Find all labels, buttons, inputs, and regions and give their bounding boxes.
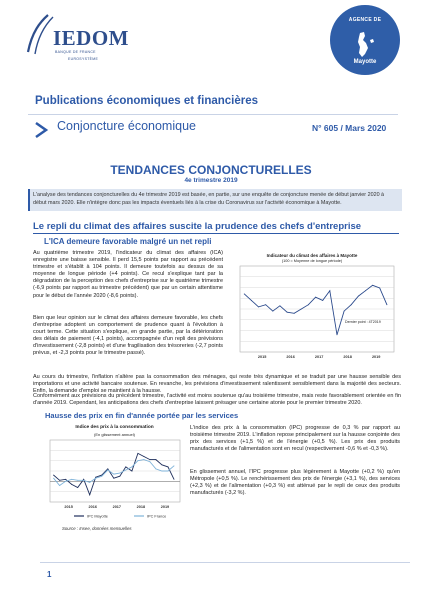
data-point	[155, 468, 156, 469]
data-point	[77, 480, 78, 481]
section-1-rule	[33, 233, 399, 234]
data-point	[258, 306, 259, 307]
chart-2-title: Indice des prix à la consommation	[75, 425, 154, 430]
data-point	[379, 288, 380, 289]
main-title: TENDANCES CONJONCTURELLES	[110, 163, 312, 177]
agency-label: AGENCE DE	[348, 17, 382, 23]
data-point	[287, 312, 288, 313]
data-point	[161, 471, 162, 472]
data-point	[53, 478, 54, 479]
series-line-0	[244, 285, 387, 335]
section-1-paragraph-4: Conformément aux prévisions du précédent trimestre, l'activité est moins soutenue qu'au troisième trimestre, mais reste favorablement orientée en fin d'année 2019. Cependant, les anticipations des chefs d'entreprise laissent présager une certaine atonie pour le premier trimestre 2020.	[33, 393, 401, 407]
data-point	[65, 481, 66, 482]
x-tick-label: 2018	[343, 355, 352, 359]
section-1-paragraph-3: Au cours du trimestre, l'inflation n'altère pas la consommation des ménages, qui reste très dynamique et se traduit par une hausse sensible des importations et une activité bancaire soutenue. En revanche, les prévisions d'investissement ralentissent sensiblement dans la majorité des secteurs. Enfin, la demande d'emploi se maintient à la hausse.	[33, 374, 401, 395]
data-point	[113, 478, 114, 479]
ipc-line-chart	[44, 438, 184, 524]
section-2-paragraph-2: En glissement annuel, l'IPC progresse plus légèrement à Mayotte (+0,2 %) qu'en Métropole (+0,5 %). Le renchérissement des prix de l'énergie (+3,1 %), des services (+2,3 %) et de l'alimentation (+0,3 %) est atténué par le repli de ceux des produits manufacturés (-3,2 %).	[190, 469, 400, 497]
data-point	[89, 494, 90, 495]
data-point	[244, 294, 245, 295]
data-point	[168, 471, 169, 472]
data-point	[161, 464, 162, 465]
page-number: 1	[47, 570, 52, 579]
section-1-title: Le repli du climat des affaires suscite la prudence des chefs d'entreprise	[33, 221, 362, 232]
data-point	[168, 466, 169, 467]
main-subtitle: 4e trimestre 2019	[184, 177, 238, 184]
data-point	[95, 478, 96, 479]
section-1-paragraph-2: Bien que leur opinion sur le climat des affaires demeure favorable, les chefs d'entreprise adoptent un comportement de prudence quant à l'évolution à court terme. Cette situation s'explique, en grande partie, par la détérioration des délais de paiement (-4,1 points), accompagnée d'un repli des prévisions d'investissement (-2,8 points) et d'une fragilisation des trésoreries (-2,7 points prévus, et -2,3 points pour le trimestre passé).	[33, 315, 223, 357]
chevron-right-icon	[33, 120, 53, 140]
intro-text: L'analyse des tendances conjoncturelles du 4e trimestre 2019 est basée, en partie, sur une enquête de conjoncture menée de début janvier 2020 à début mars 2020. Elle n'intègre donc pas les impacts éventuels liés à la crise du Coronavirus sur l'activité économique à Mayotte.	[33, 192, 385, 206]
x-tick-label: 2016	[88, 505, 97, 509]
data-point	[329, 290, 330, 291]
data-point	[59, 485, 60, 486]
agency-name: Mayotte	[353, 59, 377, 65]
data-point	[113, 474, 114, 475]
data-point	[149, 459, 150, 460]
section-1-paragraph-1: Au quatrième trimestre 2019, l'indicateur du climat des affaires (ICA) enregistre une baisse sensible. Il perd 15,5 points par rapport au précédent trimestre et s'établit à 104 points. Il demeure toutefois au dessus de sa moyenne de longue période (+4 points). Ce recul s'explique tant par la dégradation de la perception des chefs d'entreprise sur le quatrième trimestre (-6,9 points par rapport au trimestre précédent) que par un certain attentisme pour le début de l'année 2020 (-8,6 points).	[33, 250, 223, 299]
legend-label-0: IPC Mayotte	[87, 514, 108, 519]
series-name: Conjoncture économique	[57, 119, 196, 133]
x-tick-label: 2019	[371, 355, 381, 359]
section-2-title: Hausse des prix en fin d'année portée par les services	[45, 411, 239, 420]
mayotte-map-icon	[350, 30, 380, 60]
data-point	[137, 453, 138, 454]
data-point	[372, 285, 373, 286]
data-point	[308, 304, 309, 305]
data-point	[337, 334, 338, 335]
logo-subtitle-banque: BANQUE DE FRANCE	[55, 50, 96, 54]
data-point	[155, 459, 156, 460]
data-point	[294, 313, 295, 314]
data-point	[83, 479, 84, 480]
iedom-logo-text: IEDOM	[53, 26, 129, 50]
legend-label-1: IPC France	[147, 514, 167, 519]
x-tick-label: 2015	[257, 355, 267, 359]
section-2-paragraph-1: L'indice des prix à la consommation (IPC) progresse de 0,3 % par rapport au troisième trimestre 2019. L'inflation repose principalement sur la hausse conjointe des prix des services (+1,5 %) et de l'énergie (+0,5 %). Les prix des produits manufacturés et de l'alimentation sont en recul (respectivement -0,6 % et -0,3 %).	[190, 425, 400, 453]
x-tick-label: 2016	[286, 355, 295, 359]
data-point	[131, 466, 132, 467]
x-tick-label: 2018	[136, 505, 146, 509]
publication-title: Publications économiques et financières	[35, 95, 259, 107]
data-point	[107, 470, 108, 471]
data-point	[59, 480, 60, 481]
issue-number: N° 605 / Mars 2020	[312, 123, 387, 133]
data-point	[174, 465, 175, 466]
data-point	[65, 479, 66, 480]
data-point	[89, 482, 90, 483]
x-tick-label: 2017	[314, 355, 324, 359]
data-point	[265, 304, 266, 305]
footer-rule	[40, 562, 410, 563]
data-point	[77, 487, 78, 488]
ica-line-chart	[232, 264, 402, 364]
chart-1-legend: Dernier point : 4T2019	[345, 320, 381, 324]
x-tick-label: 2019	[160, 505, 170, 509]
data-point	[119, 476, 120, 477]
data-point	[149, 461, 150, 462]
data-point	[301, 309, 302, 310]
data-point	[358, 296, 359, 297]
data-point	[131, 471, 132, 472]
data-point	[71, 484, 72, 485]
data-point	[251, 300, 252, 301]
data-point	[386, 304, 387, 305]
x-tick-label: 2017	[112, 505, 122, 509]
data-point	[279, 305, 280, 306]
x-tick-label: 2015	[64, 505, 73, 509]
data-point	[322, 300, 323, 301]
chart-1-subtitle: (100 = Moyenne de longue période)	[281, 259, 343, 263]
data-point	[143, 456, 144, 457]
data-point	[83, 480, 84, 481]
data-point	[53, 475, 54, 476]
chart-2-source: Source : Insee, données mensuelles	[62, 526, 132, 531]
logo-subtitle-eurosysteme: EUROSYSTÈME	[68, 57, 99, 61]
data-point	[107, 468, 108, 469]
section-1-subtitle: L'ICA demeure favorable malgré un net repli	[44, 237, 212, 246]
data-point	[315, 297, 316, 298]
chart-2-subtitle: (En glissement annuel)	[94, 432, 135, 437]
data-point	[143, 459, 144, 460]
data-point	[125, 466, 126, 467]
data-point	[351, 304, 352, 305]
series-line-1	[54, 460, 174, 486]
data-point	[125, 470, 126, 471]
data-point	[95, 477, 96, 478]
data-point	[101, 476, 102, 477]
data-point	[344, 311, 345, 312]
data-point	[174, 479, 175, 480]
data-point	[272, 311, 273, 312]
data-point	[71, 479, 72, 480]
data-point	[365, 290, 366, 291]
chart-1-title: Indicateur du climat des affaires à Mayotte	[266, 253, 358, 258]
data-point	[137, 460, 138, 461]
data-point	[119, 473, 120, 474]
